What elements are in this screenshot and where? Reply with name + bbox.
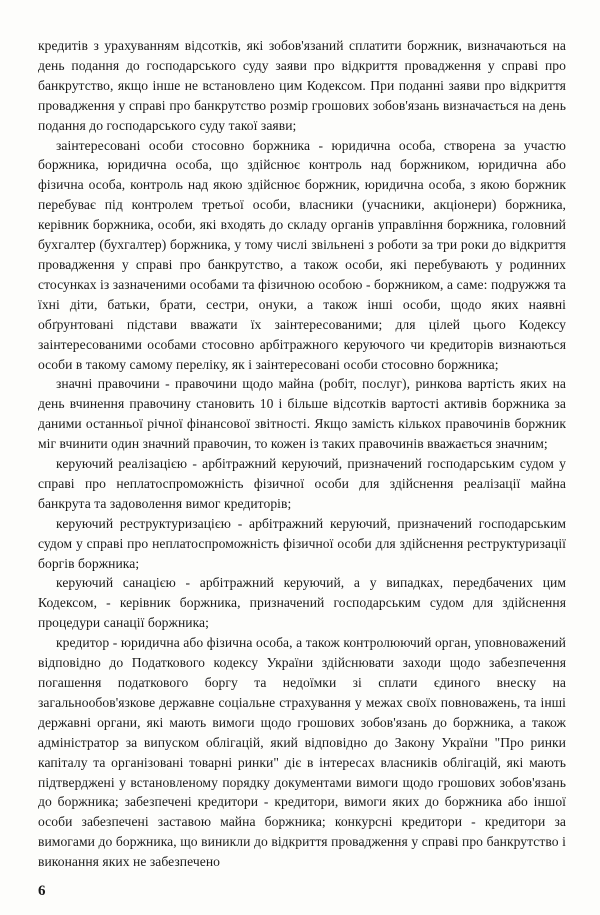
paragraph-significant-transactions: значні правочини - правочини щодо майна (робіт, послуг), ринкова вартість яких на день вчинення правочину становить 10 і більше відсотків вартості активів боржника за даними останньої річної фінансової звітності. Якщо замість кількох правочинів боржник міг вчинити один значний правочин, то кожен із таких правочинів вважається значним; [38,376,566,452]
paragraph-creditor: кредитор - юридична або фізична особа, а також контролюючий орган, уповноважений відповідно до Податкового кодексу України здійснювати заходи щодо забезпечення погашення податкового боргу та недоїмки зі сплати єдиного внеску на загальнообов'язкове державне соціальне страхування у межах своїх повноважень, та інші державні органи, які мають вимоги щодо грошових зобов'язань до боржника, а також адміністратор за випуском облігацій, який відповідно до Закону України "Про ринки капіталу та організовані товарні ринки" діє в інтересах власників облігацій, які мають підтверджені у встановленому порядку документами вимоги щодо грошових зобов'язань до боржника; забезпечені кредитори - кредитори, вимоги яких до боржника або іншої особи забезпечені заставою майна боржника; конкурсні кредитори - кредитори за вимогами до боржника, що виникли до відкриття провадження у справі про банкрутство і виконання яких не забезпечено [38,635,566,870]
paragraph-realization-manager: керуючий реалізацією - арбітражний керуючий, призначений господарським судом у справі про неплатоспроможність фізичної особи для здійснення реалізації майна банкрута та задоволення вимог кредиторів; [38,456,566,511]
paragraph-sanation-manager: керуючий санацією - арбітражний керуючий, а у випадках, передбачених цим Кодексом, - керівник боржника, призначений господарським судом для здійснення процедури санації боржника; [38,575,566,631]
paragraph-restructuring-manager: керуючий реструктуризацією - арбітражний керуючий, призначений господарським судом у справі про неплатоспроможність фізичної особи для здійснення реструктуризації боргів боржника; [38,515,566,571]
paragraph-interested-persons: заінтересовані особи стосовно боржника - юридична особа, створена за участю боржника, юридична особа, що здійснює контроль над боржником, юридична або фізична особа, контроль над якою здійснює боржник, юридична особа, з якою боржник перебуває під контролем третьої особи, власники (учасники, акціонери) боржника, керівник боржника, особи, які входять до складу органів управління боржника, головний бухгалтер (бухгалтер) боржника, у тому числі звільнені з роботи за три роки до відкриття провадження у справі про банкрутство, а також особи, які перебувають у родинних стосунках із зазначеними особами та фізичною особою - боржником, а саме: подружжя та їхні діти, батьки, брати, сестри, онуки, а також інші особи, щодо яких наявні обґрунтовані підстави вважати їх заінтересованими; для цілей цього Кодексу заінтересованими особами стосовно арбітражного керуючого чи кредиторів визнаються особи в такому самому переліку, як і заінтересовані особи стосовно боржника; [38,137,566,372]
page-body [38,36,566,872]
paragraph-continuation: кредитів з урахуванням відсотків, які зобов'язаний сплатити боржник, визначаються на день подання до господарського суду заяви про відкриття провадження у справі про банкрутство, якщо інше не встановлено цим Кодексом. При поданні заяви про відкриття провадження у справі про банкрутство розмір грошових зобов'язань визначається на день подання до господарського суду такої заяви; [38,38,566,133]
page-number: 6 [38,883,46,899]
